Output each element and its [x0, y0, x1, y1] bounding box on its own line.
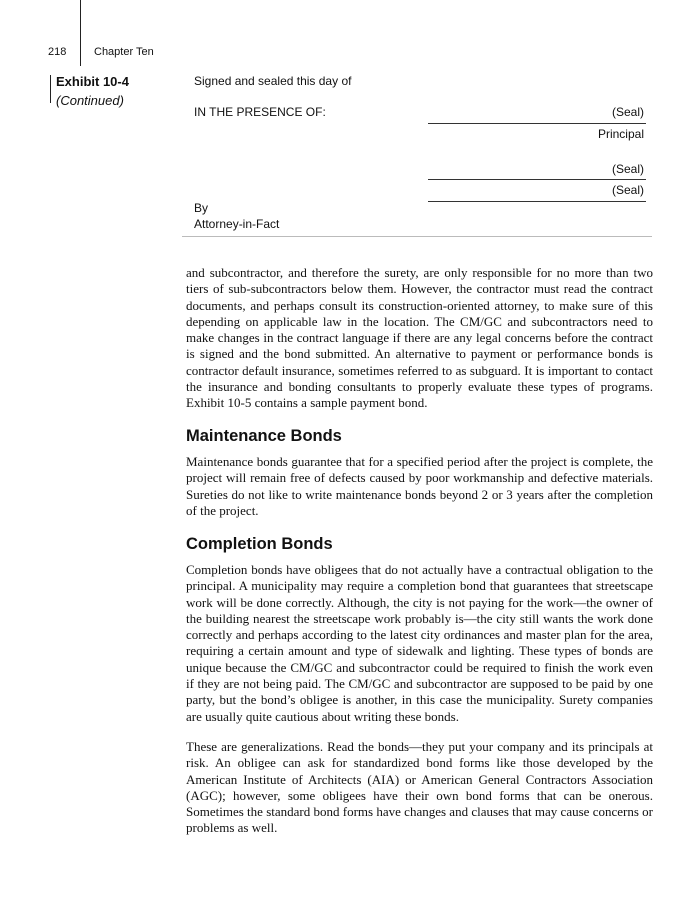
closing-paragraph	[186, 739, 653, 837]
signature-line-2	[428, 179, 646, 180]
exhibit-subtitle: (Continued)	[56, 93, 124, 108]
exhibit-marker	[50, 75, 51, 103]
paragraph-text: and subcontractor, and therefore the surety, are only responsible for no more than two tiers of sub-subcontractors below them. However, the contractor must read the contract documents, and perhaps consult its construction-oriented attorney, to make sure of this depending on applicable law in the location. The CM/GC and subcontractors need to make changes in the contract language if there are any legal concerns before the contract is signed and the bond submitted. An alternative to payment or performance bonds is contractor default insurance, sometimes referred to as subguard. It is important to contact the insurance and bonding consultants to properly evaluate these types of programs. Exhibit 10-5 contains a sample payment bond.	[186, 265, 653, 411]
seal-label-3: (Seal)	[611, 183, 644, 197]
maintenance-bonds-text: Maintenance bonds guarantee that for a specified period after the project is complete, the project will remain free of defects caused by poor workmanship and defective materials. Sureties do not like to write maintenance bonds beyond 2 or 3 years after the completion of the project.	[186, 454, 653, 518]
signature-line-principal	[428, 123, 646, 124]
maintenance-bonds-heading: Maintenance Bonds	[186, 427, 342, 445]
closing-paragraph-text: These are generalizations. Read the bonds—they put your company and its principals at risk. An obligee can ask for standardized bond forms like those developed by the American Institute of Architects (AIA) or American General Contractors Association (AGC); however, some obligees have their own bond forms that can be onerous. Sometimes the standard bond forms have changes and clauses that may cause concerns or problems as well.	[186, 739, 653, 836]
completion-bonds-text: Completion bonds have obligees that do not actually have a contractual obligation to the principal. A municipality may require a completion bond that guarantees that streetscape work will be done correctly. Although, the city is not paying for the work—the owner of the building nearest the streetscape work probably is—the city still wants the work done correctly and perhaps according to the latest city ordinances and master plan for the area, requiring a certain amount and type of sidewalk and lighting. These types of bonds are unique because the CM/GC and subcontractor could be required to finish the work even if they are not being paid. The CM/GC and subcontractor are supposed to be paid by one party, but the bond’s obligee is another, in this case the municipality. Surety companies are usually quite cautious about writing these bonds.	[186, 562, 653, 724]
completion-bonds-heading: Completion Bonds	[186, 535, 333, 553]
paragraph-continued	[186, 265, 653, 412]
chapter-title: Chapter Ten	[94, 46, 154, 58]
exhibit-label	[56, 72, 129, 110]
completion-bonds-section	[186, 562, 653, 725]
attorney-label: Attorney-in-Fact	[194, 217, 280, 231]
signed-line: Signed and sealed this day of	[194, 74, 352, 88]
page-header	[48, 46, 154, 58]
seal-label-1: (Seal)	[611, 105, 644, 119]
form-divider	[182, 236, 652, 237]
maintenance-bonds-section	[186, 454, 653, 519]
by-label: By	[194, 201, 209, 215]
presence-label: IN THE PRESENCE OF:	[194, 105, 326, 119]
seal-label-2: (Seal)	[611, 162, 644, 176]
exhibit-title: Exhibit 10-4	[56, 74, 129, 89]
principal-label: Principal	[597, 127, 644, 141]
signature-line-3	[428, 201, 646, 202]
page-number: 218	[48, 46, 67, 58]
